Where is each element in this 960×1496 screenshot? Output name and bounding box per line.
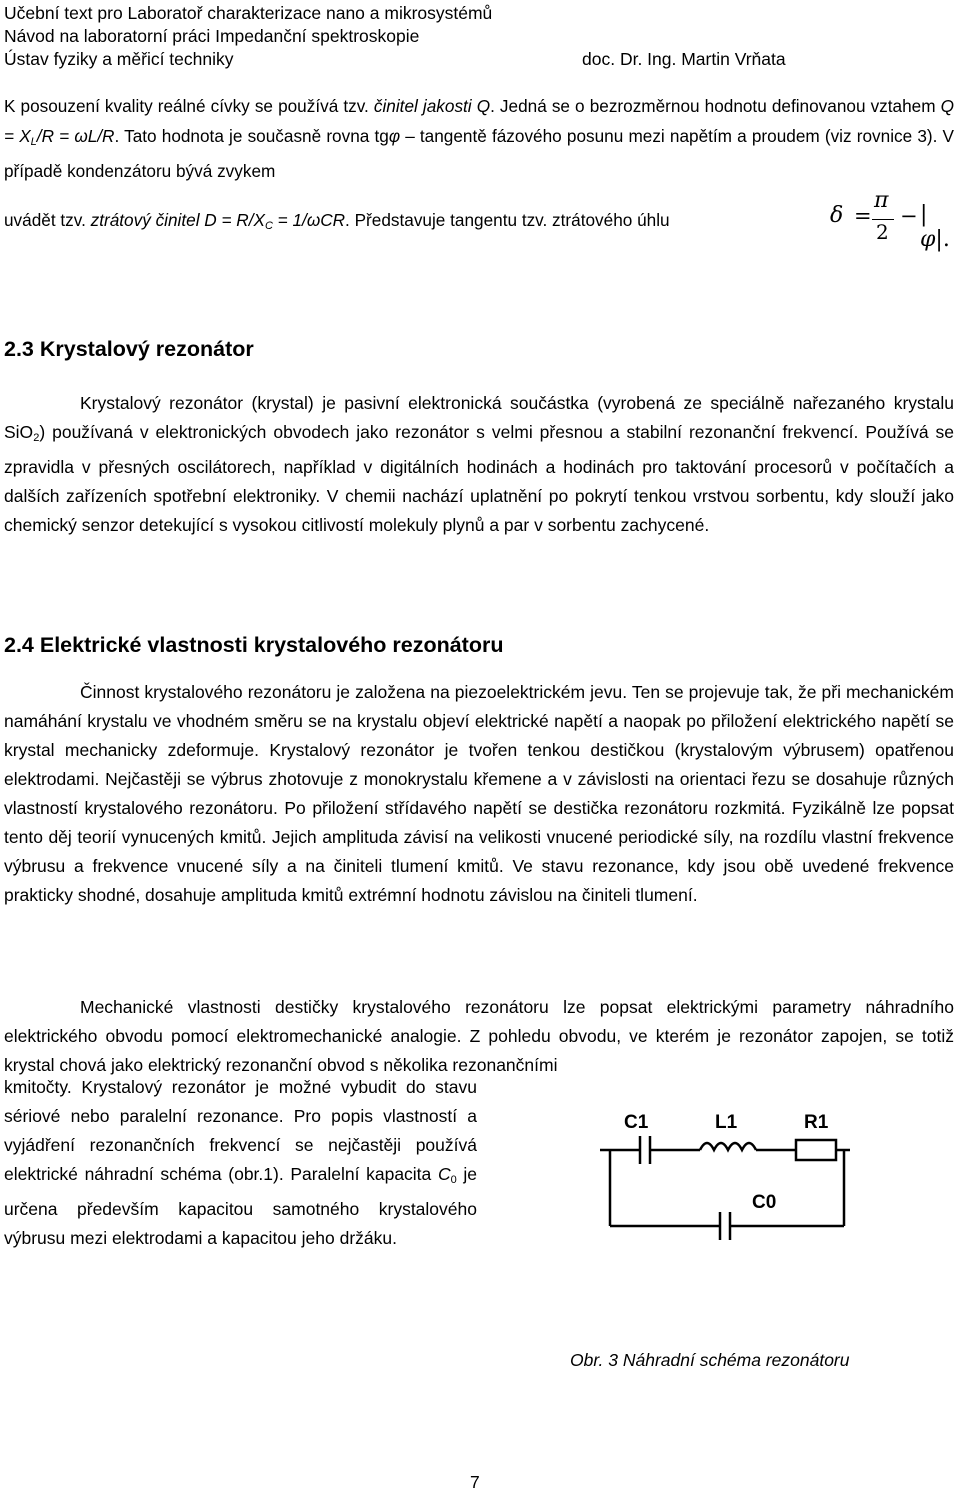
- intro-formula-rest: /R = ωL/R: [36, 125, 115, 146]
- sec1-sub: 2: [33, 432, 40, 444]
- page-number: 7: [470, 1472, 480, 1492]
- loss-angle-formula: [828, 188, 950, 262]
- intro-line4-a: uvádět tzv.: [4, 210, 91, 230]
- resistor-r1: [796, 1140, 836, 1160]
- formula-abs-open: |: [920, 202, 928, 227]
- section-heading-2-3: 2.3 Krystalový rezonátor: [4, 337, 254, 361]
- sec1-text-a: Krystalový rezonátor (krystal) je pasivní elektronická součástka (vyrobená ze speciálně nařezaného krystalu SiO: [4, 393, 954, 442]
- formula-phi: φ: [920, 227, 936, 252]
- section-2-3-paragraph: [4, 389, 954, 540]
- intro-paragraph: [4, 75, 954, 187]
- formula-minus: −: [900, 204, 918, 228]
- intro-term-d: ztrátový činitel D = R/X: [90, 210, 265, 230]
- header-line-1: Učební text pro Laboratoř charakterizace nano a mikrosystémů: [4, 3, 493, 23]
- sec3b-text-a: kmitočty. Krystalový rezonátor je možné vybudit do stavu sériové nebo paralelní rezonance. Pro popis vlastností a vyjádření rezonančních frekvencí se nejčastěji používá elektrické náhradní schéma (obr.1). Paralelní kapacita: [4, 1077, 477, 1184]
- intro-term-q: činitel jakosti Q: [373, 96, 491, 116]
- header-line-2: Návod na laboratorní práci Impedanční spektroskopie: [4, 26, 420, 46]
- section-heading-2-4: 2.4 Elektrické vlastnosti krystalového rezonátoru: [4, 633, 504, 657]
- inductor-l1: [700, 1143, 756, 1150]
- header-line-3-row: [4, 48, 954, 71]
- label-r1: R1: [804, 1112, 829, 1133]
- sec1-text-b: ) používaná v elektronických obvodech jako rezonátor s velmi přesnou a stabilní rezonanční frekvencí. Používá se zpravidla v přesných oscilátorech, například v digitálních hodinách a hodinách pro taktování procesorů v počítačích a dalších zařízeních spotřební elektroniky. V chemii nachází uplatnění po pokrytí tenkou vrstvou sorbentu, kdy slouží jako chemický senzor detekující s vysokou citlivostí molekuly plynů a par v sorbentu zachycené.: [4, 422, 954, 535]
- page-header: [4, 2, 954, 71]
- circuit-diagram: [600, 1108, 850, 1258]
- intro-text-1: K posouzení kvality reálné cívky se používá tzv.: [4, 96, 374, 116]
- equivalent-circuit-figure: [600, 1108, 850, 1258]
- intro-phi: φ: [388, 125, 401, 146]
- intro-formula-q: Q = X: [4, 96, 954, 146]
- label-c0: C0: [752, 1192, 777, 1213]
- sec3b-c0: C: [437, 1164, 451, 1184]
- sec2-text: Činnost krystalového rezonátoru je založena na piezoelektrickém jevu. Ten se projevuje tak, že při mechanickém namáhání krystalu ve vhodném směru se na krystalu objeví elektrické napětí a naopak po přiložení elektrického napětí se krystal mechanicky zdeformuje. Krystalový rezonátor je tvořen tenkou destičkou (krystalovým výbrusem) opatřenou elektrodami. Nejčastěji se výbrus zhotovuje z monokrystalu křemene a v závislosti na orientaci řezu se dosahuje různých vlastností krystalového rezonátoru. Po přiložení střídavého napětí se destička rezonátoru rozkmitá. Fyzikálně lze popsat tento děj teorií vynucených kmitů. Jejich amplituda závisí na velikosti vnucené periodické síly, na rozdílu vlastní frekvence výbrusu a frekvence vnucené síly a na činiteli tlumení kmitů. Ve stavu rezonance, kdy jsou obě uvedené frekvence prakticky shodné, dosahuje amplituda kmitů extrémní hodnotu závislou na činiteli tlumení.: [4, 682, 954, 905]
- label-l1: L1: [715, 1112, 738, 1133]
- sec3b-text-b: je určena především kapacitou samotného krystalového výbrusu mezi elektrodami a kapacitou jeho držáku.: [4, 1164, 478, 1248]
- sec3b-c0-sub: 0: [450, 1174, 457, 1186]
- label-c1: C1: [624, 1112, 649, 1133]
- intro-text-3: . Tato hodnota je současně rovna tg: [114, 125, 389, 146]
- formula-denominator: 2: [876, 220, 889, 244]
- section-2-4-paragraph-2-narrow: [4, 1073, 477, 1253]
- section-2-4-paragraph-1: [4, 678, 954, 910]
- intro-term-d-rest: = 1/ωCR: [272, 210, 346, 230]
- intro-line4-b: . Představuje tangentu tzv. ztrátového úhlu: [345, 210, 670, 230]
- formula-numerator: π: [874, 188, 889, 213]
- intro-formula-sub: L: [30, 135, 37, 148]
- intro-text-4: – tangentě fázového posunu mezi napětím a proudem (viz rovnice 3). V případě kondenzátoru bývá zvykem: [4, 125, 955, 182]
- figure-caption: Obr. 3 Náhradní schéma rezonátoru: [570, 1350, 850, 1370]
- intro-line-4: [4, 210, 670, 232]
- formula-abs-close: |.: [935, 227, 950, 252]
- formula-equals: =: [854, 204, 872, 228]
- sec3-text: Mechanické vlastnosti destičky krystalového rezonátoru lze popsat elektrickými parametry náhradního elektrického obvodu pomocí elektromechanické analogie. Z pohledu obvodu, ve kterém je rezonátor zapojen, se totiž krystal chová jako elektrický rezonanční obvod s několika rezonančními: [4, 997, 954, 1075]
- header-institute: Ústav fyziky a měřicí techniky: [4, 49, 234, 69]
- intro-term-d-sub: C: [264, 220, 273, 232]
- header-author: doc. Dr. Ing. Martin Vrňata: [582, 49, 786, 69]
- formula-delta: δ: [830, 203, 844, 228]
- section-2-4-paragraph-2: [4, 993, 954, 1080]
- formula-abs-phi: [920, 202, 950, 252]
- intro-text-2: . Jedná se o bezrozměrnou hodnotu definovanou vztahem: [490, 96, 941, 116]
